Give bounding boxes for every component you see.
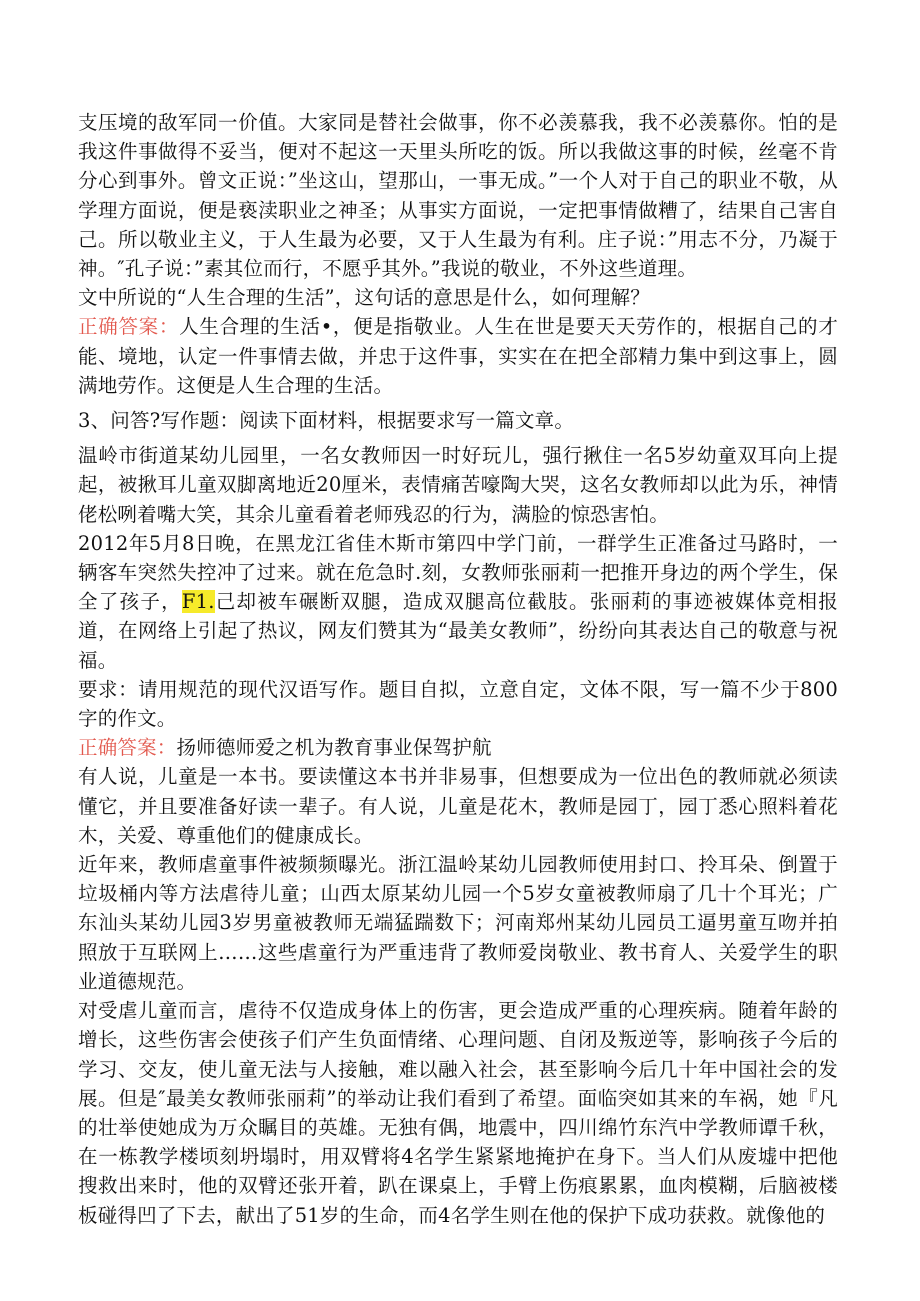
material-text-b: 己却被车碾断双腿，造成双腿高位截肢。张丽莉的事迹被媒体竞相报道，在网络上引起了热议，网友们赞其为“最美女教师”，纷纷向其表达自己的敬意与祝福。 [78,590,838,672]
document-page [78,108,838,1230]
highlighted-text: F1. [181,590,215,614]
material-paragraph-1: 温岭市街道某幼儿园里，一名女教师因一时好玩儿，强行揪住一名5岁幼童双耳向上提起，被揪耳儿童双脚离地近20厘米，表情痛苦嚎陶大哭，这名女教师却以此为乐，神情佬松咧着嘴大笑，其余儿童看着老师残忍的行为，满脸的惊恐害怕。 [78,444,838,526]
question-text: 文中所说的“人生合理的生活”，这句话的意思是什么，如何理解？ [78,286,650,310]
essay-title-line [78,733,838,762]
material-text-a: 2012年5月8日晚，在黑龙江省佳木斯市第四中学门前，一群学生正准备过马路时，一辆客车突然失控冲了过来。就在危急时.刻，女教师张丽莉一把推开身边的两个学生，保全了孩子， [78,531,838,614]
essay-paragraph-2: 近年来，教师虐童事件被频频曝光。浙江温岭某幼儿园教师使用封口、拎耳朵、倒置于垃圾桶内等方法虐待儿童；山西太原某幼儿园一个5岁女童被教师扇了几十个耳光；广东汕头某幼儿园3岁男童被教师无端猛踹数下；河南郑州某幼儿园员工逼男童互吻并拍照放于互联网上……这些虐童行为严重违背了教师爱岗敬业、教书育人、关爱学生的职业道德规范。 [78,853,838,993]
answer-paragraph [78,312,838,400]
essay-title: 扬师德师爱之机为教育事业保驾护航 [176,736,492,760]
question-heading: 3、问答?写作题：阅读下面材料，根据要求写一篇文章。 [78,409,575,433]
answer-label: 正确答案： [78,736,177,760]
essay-paragraph-1: 有人说，儿童是一本书。要读懂这本书并非易事，但想要成为一位出色的教师就必须读懂它，并且要准备好读一辈子。有人说，儿童是花木，教师是园丁，园丁悉心照料着花木，关爱、尊重他们的健康成长。 [78,765,838,847]
material-paragraph-2 [78,529,838,675]
essay-paragraph-3: 对受虐儿童而言，虐待不仅造成身体上的伤害，更会造成严重的心理疾病。随着年龄的增长，这些伤害会使孩子们产生负面情绪、心理问题、自闭及叛逆等，影响孩子今后的学习、交友，使儿童无法与人接触，难以融入社会，甚至影响今后几十年中国社会的发展。但是″最美女教师张丽莉”的举动让我们看到了希望。面临突如其来的车祸，她『凡的壮举使她成为万众瞩目的英雄。无独有偶，地震中，四川绵竹东汽中学教师谭千秋，在一栋教学楼顷刻坍塌时，用双臂将4名学生紧紧地掩护在身下。当人们从废墟中把他搜救出来时，他的双臂还张开着，趴在课桌上，手臂上伤痕累累，血肉模糊，后脑被楼板碰得凹了下去，献出了51岁的生命，而4名学生则在他的保护下成功获救。就像他的 [78,999,838,1227]
answer-label: 正确答案： [78,315,180,339]
requirement-text: 要求：请用规范的现代汉语写作。题目自拟，立意自定，文体不限，写一篇不少于800字的作文。 [78,677,838,731]
answer-text: 人生合理的生活•，便是指敬业。人生在世是要天天劳作的，根据自己的才能、境地，认定一件事情去做，并忠于这件事，实实在在把全部精力集中到这事上，圆满地劳作。这便是人生合理的生活。 [78,315,838,397]
passage-paragraph: 支压境的敌军同一价值。大家同是替社会做事，你不必羡慕我，我不必羡慕你。怕的是我这件事做得不妥当，便对不起这一天里头所吃的饭。所以我做这事的时候，丝毫不肯分心到事外。曾文正说：”坐这山，望那山，一事无成。”一个人对于自己的职业不敬，从学理方面说，便是亵渎职业之神圣；从事实方面说，一定把事情做糟了，结果自己害自己。所以敬业主义，于人生最为必要，又于人生最为有利。庄子说：”用志不分，乃凝于神。″孔子说：”素其位而行，不愿乎其外。”我说的敬业，不外这些道理。 [78,111,838,281]
